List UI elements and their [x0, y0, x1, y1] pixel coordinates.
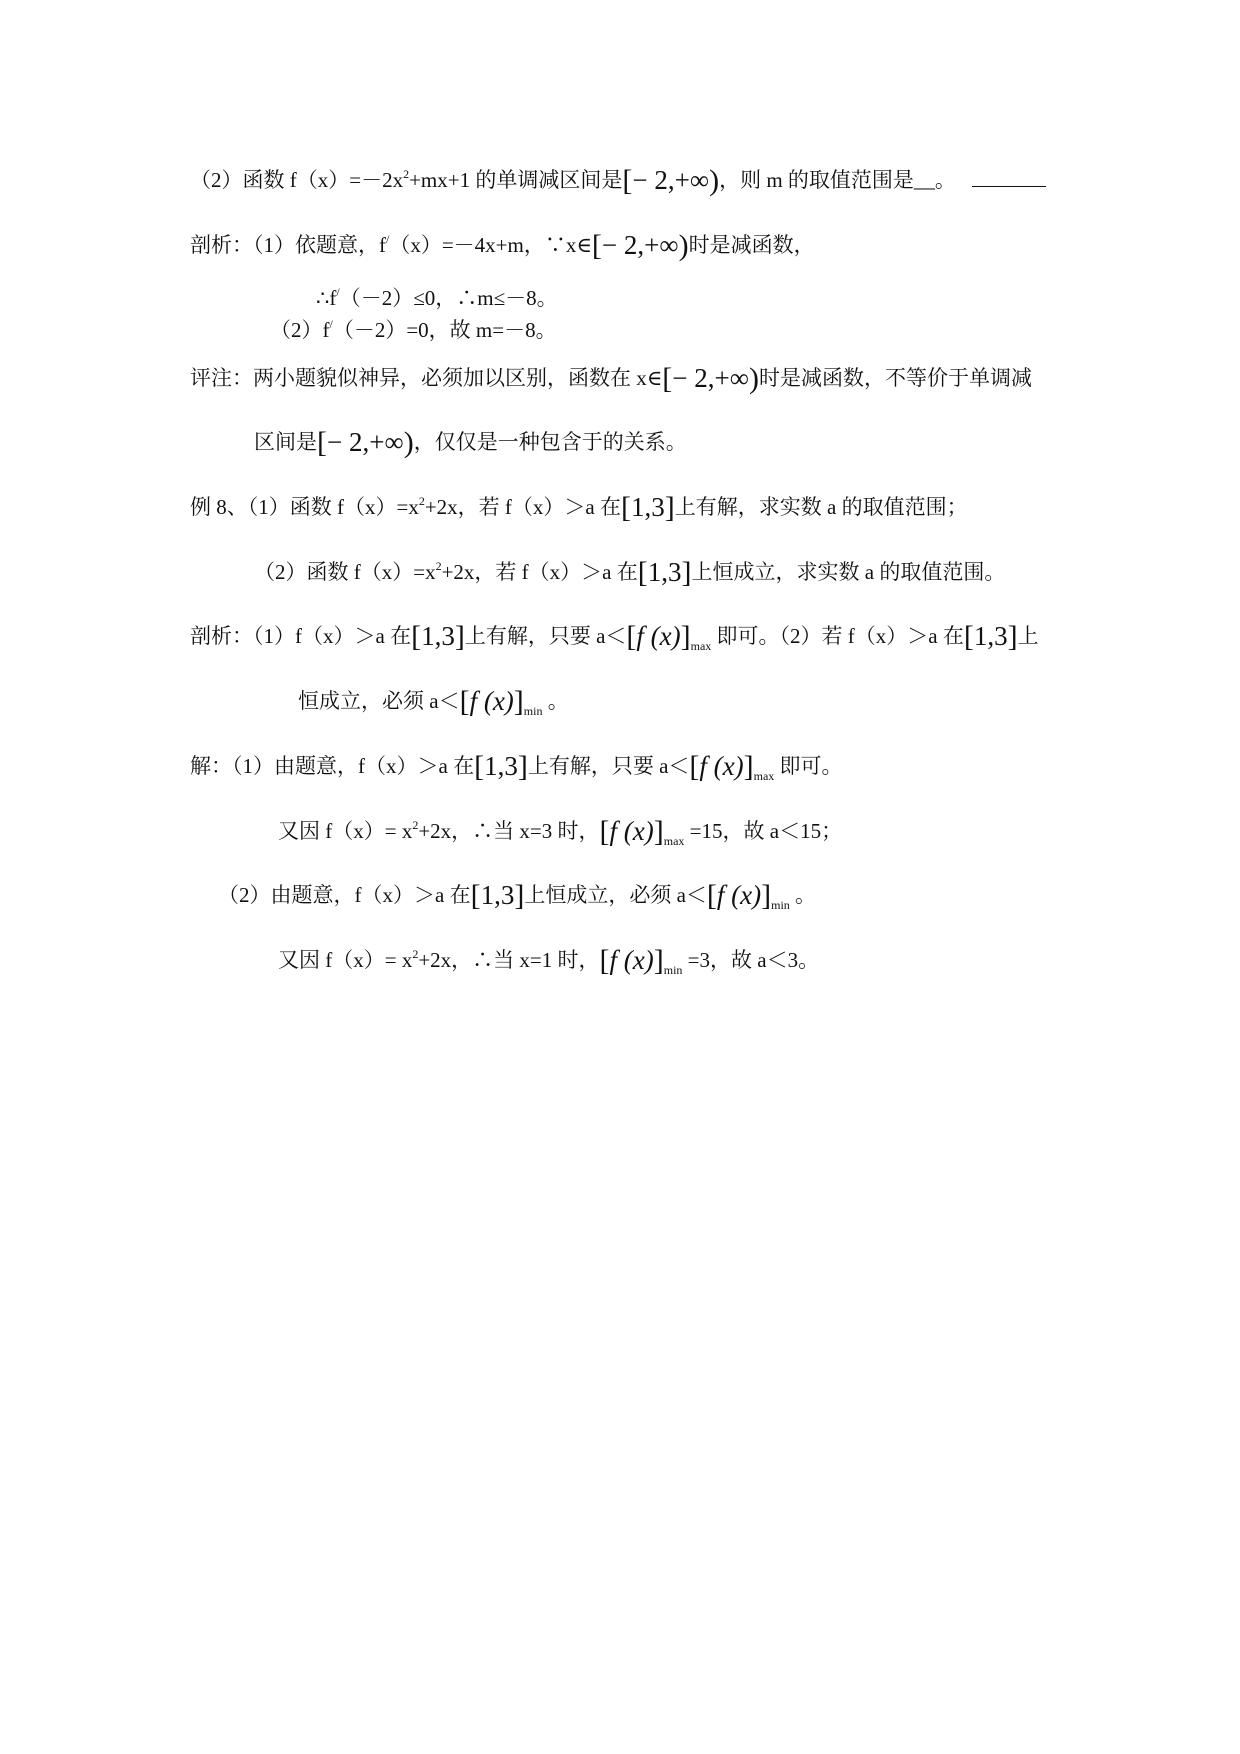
interval-close-bracket: ] — [454, 620, 465, 653]
function-fx: f (x) — [469, 686, 514, 716]
solution-line-2 — [278, 816, 842, 847]
analysis-line-1 — [190, 230, 815, 261]
interval-close-bracket: ] — [514, 879, 525, 912]
text: 剖析：（1）f（x）＞a 在 — [190, 624, 412, 648]
comment-line-1 — [190, 363, 1032, 394]
text: =15，故 a＜15； — [684, 819, 843, 843]
text: 即可。 — [774, 754, 843, 778]
interval-open-bracket: [ — [621, 491, 632, 524]
text: 区间是 — [254, 430, 317, 454]
text: 评注：两小题貌似神异，必须加以区别，函数在 x∈ — [190, 366, 663, 390]
interval-close-bracket: ] — [681, 556, 692, 589]
text: （2）函数 f（x）=x — [254, 560, 436, 584]
interval-close-bracket: ] — [664, 491, 675, 524]
interval-value: − 2,+∞ — [601, 230, 679, 260]
text: 剖析：（1）依题意，f — [190, 233, 386, 257]
prime-mark: / — [329, 317, 333, 331]
exponent: 2 — [403, 167, 410, 181]
interval-close-bracket: ) — [678, 229, 689, 262]
function-fx: f (x) — [609, 816, 654, 846]
text: （2）由题意，f（x）＞a 在 — [218, 883, 471, 907]
function-fx: f (x) — [699, 751, 744, 781]
interval-value: 1,3 — [647, 557, 682, 587]
bracket-open: [ — [706, 879, 717, 912]
text: 上 — [1017, 624, 1039, 648]
comment-line-2 — [254, 427, 687, 458]
text: 上有解，只要 a＜ — [464, 624, 627, 648]
interval-value: 1,3 — [631, 492, 665, 522]
bracket-open: [ — [459, 685, 470, 718]
analysis-8-line-1 — [190, 621, 1039, 652]
interval-close-bracket: ) — [749, 362, 759, 395]
interval-value: − 2,+∞ — [327, 427, 404, 457]
text: +2x，若 f（x）＞a 在 — [424, 495, 622, 519]
text: （2）函数 f（x）=－2x — [190, 168, 404, 192]
text: （2）f — [270, 318, 330, 342]
interval-value: − 2,+∞ — [672, 363, 749, 393]
bracket-open: [ — [599, 815, 610, 848]
text: （x）=－4x+m，∵x∈ — [389, 233, 592, 257]
answer-blank — [972, 168, 1046, 187]
subscript: min — [663, 963, 683, 977]
text: 解：（1）由题意，f（x）＞a 在 — [190, 754, 475, 778]
interval-open-bracket: [ — [662, 362, 673, 395]
bracket-close: ] — [743, 750, 754, 783]
function-fx: f (x) — [636, 621, 681, 651]
text: ∴f — [316, 286, 337, 310]
solution-line-1 — [190, 751, 843, 782]
text: 上有解，求实数 a 的取值范围； — [674, 495, 968, 519]
solution-line-3 — [218, 880, 816, 911]
interval-close-bracket: ) — [403, 426, 414, 459]
bracket-open: [ — [599, 944, 610, 977]
interval-open-bracket: [ — [637, 556, 648, 589]
text: 即可。（2）若 f（x）＞a 在 — [711, 624, 964, 648]
interval-close-bracket: ] — [1007, 620, 1018, 653]
interval-open-bracket: [ — [474, 750, 485, 783]
interval-open-bracket: [ — [317, 426, 327, 459]
text: 。 — [789, 883, 817, 907]
subscript: min — [771, 898, 790, 912]
interval-close-bracket: ] — [517, 750, 528, 783]
text: 时是减函数， — [688, 233, 815, 257]
subscript: max — [690, 639, 712, 653]
bracket-close: ] — [680, 620, 691, 653]
subscript: max — [663, 834, 685, 848]
interval-open-bracket: [ — [591, 229, 602, 262]
subscript: min — [523, 704, 543, 718]
bracket-close: ] — [513, 685, 524, 718]
text: 又因 f（x）= x — [278, 819, 413, 843]
interval-value: 1,3 — [480, 880, 515, 910]
problem-2-line — [190, 165, 1046, 196]
text: +2x，∴当 x=1 时， — [418, 948, 600, 972]
text: 恒成立，必须 a＜ — [298, 689, 460, 713]
subscript: max — [753, 769, 775, 783]
exponent: 2 — [435, 559, 442, 573]
interval-open-bracket: [ — [411, 620, 422, 653]
analysis-8-line-2 — [298, 686, 569, 717]
text: （－2）=0，故 m=－8。 — [332, 318, 557, 342]
analysis-line-2 — [316, 283, 558, 313]
text: 上恒成立，求实数 a 的取值范围。 — [691, 560, 1006, 584]
prime-mark: / — [336, 285, 340, 299]
solution-line-4 — [278, 945, 819, 976]
text: +mx+1 的单调减区间是 — [409, 168, 623, 192]
text: ，则 m 的取值范围是__。 — [719, 168, 956, 192]
text: 例 8、（1）函数 f（x）=x — [190, 495, 419, 519]
bracket-close: ] — [653, 815, 664, 848]
interval-open-bracket: [ — [470, 879, 481, 912]
example-8-part-2 — [254, 557, 1005, 588]
interval-open-bracket: [ — [963, 620, 974, 653]
text: 上恒成立，必须 a＜ — [524, 883, 707, 907]
interval-value: 1,3 — [421, 621, 455, 651]
function-fx: f (x) — [716, 880, 762, 910]
text: （－2）≤0，∴m≤－8。 — [339, 286, 558, 310]
text: =3，故 a＜3。 — [682, 948, 820, 972]
interval-value: 1,3 — [973, 621, 1008, 651]
text: 上有解，只要 a＜ — [527, 754, 690, 778]
text: 又因 f（x）= x — [278, 948, 413, 972]
interval-value: − 2,+∞ — [632, 165, 710, 195]
text: 时是减函数，不等价于单调减 — [759, 366, 1032, 390]
exponent: 2 — [418, 494, 425, 508]
text: +2x，∴当 x=3 时， — [418, 819, 600, 843]
text: 。 — [542, 689, 569, 713]
example-8-part-1 — [190, 492, 968, 523]
exponent: 2 — [412, 947, 419, 961]
interval-value: 1,3 — [484, 751, 518, 781]
analysis-line-3 — [270, 315, 557, 345]
interval-close-bracket: ) — [709, 164, 720, 197]
interval-open-bracket: [ — [622, 164, 633, 197]
prime-mark: / — [386, 232, 390, 246]
bracket-close: ] — [761, 879, 772, 912]
bracket-open: [ — [689, 750, 700, 783]
function-fx: f (x) — [609, 945, 654, 975]
text: +2x，若 f（x）＞a 在 — [441, 560, 638, 584]
bracket-open: [ — [626, 620, 637, 653]
text: ，仅仅是一种包含于的关系。 — [413, 430, 687, 454]
exponent: 2 — [412, 818, 419, 832]
bracket-close: ] — [653, 944, 664, 977]
